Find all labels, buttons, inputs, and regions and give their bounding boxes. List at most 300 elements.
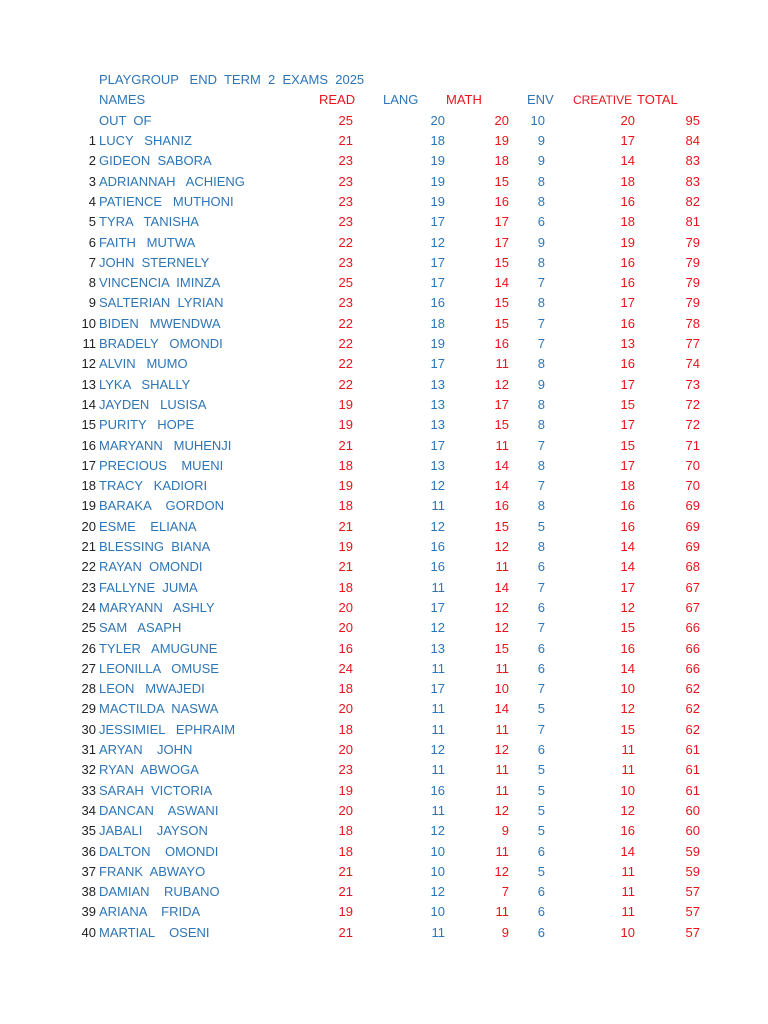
out-of-read: 25 (338, 113, 353, 128)
score-read: 21 (338, 559, 353, 575)
student-name: RYAN ABWOGA (99, 762, 199, 778)
score-lang: 16 (430, 782, 445, 798)
header-lang: LANG (383, 92, 419, 107)
score-lang: 13 (430, 417, 445, 433)
score-creative: 14 (620, 539, 635, 554)
score-read: 23 (338, 762, 353, 778)
student-number: 11 (82, 336, 96, 351)
score-lang: 11 (431, 701, 445, 717)
student-number: 38 (81, 884, 96, 900)
header-names: NAMES (99, 92, 146, 107)
score-env: 6 (537, 640, 545, 656)
score-read: 20 (338, 802, 353, 818)
student-name: MARYANN ASHLY (99, 599, 215, 615)
score-lang: 12 (430, 518, 445, 534)
student-number: 22 (81, 559, 96, 575)
score-math: 11 (495, 904, 509, 920)
score-creative: 17 (620, 376, 635, 392)
table-row (0, 639, 768, 659)
score-read: 18 (338, 823, 353, 839)
score-creative: 17 (620, 295, 635, 311)
student-number: 17 (81, 457, 96, 473)
score-creative: 11 (621, 742, 635, 757)
score-read: 20 (338, 599, 353, 615)
score-read: 23 (338, 173, 353, 189)
student-name: FRANK ABWAYO (99, 863, 206, 879)
student-name: MARYANN MUHENJI (99, 437, 232, 453)
score-math: 11 (495, 559, 509, 575)
student-name: JAYDEN LUSISA (99, 396, 207, 412)
table-row (0, 740, 768, 760)
score-math: 12 (494, 863, 509, 879)
score-total: 57 (685, 884, 700, 900)
table-row (0, 395, 768, 415)
sheet-title: PLAYGROUP END TERM 2 EXAMS 2025 (99, 72, 365, 87)
score-read: 24 (338, 660, 353, 676)
out-of-label: OUT OF (99, 113, 152, 128)
score-lang: 12 (430, 823, 445, 839)
score-math: 11 (495, 762, 509, 778)
score-math: 16 (494, 498, 509, 514)
score-env: 7 (537, 579, 545, 595)
score-total: 60 (685, 823, 700, 839)
student-name: RAYAN OMONDI (99, 559, 203, 575)
score-env: 9 (537, 376, 545, 392)
score-read: 22 (338, 315, 353, 331)
student-name: MACTILDA NASWA (99, 701, 219, 717)
score-env: 6 (537, 559, 545, 575)
score-math: 14 (494, 457, 509, 473)
score-total: 73 (685, 376, 700, 392)
score-total: 57 (685, 924, 700, 940)
score-creative: 11 (621, 863, 635, 879)
score-read: 21 (338, 518, 353, 534)
out-of-total: 95 (685, 113, 700, 128)
score-env: 5 (537, 762, 545, 778)
table-row (0, 578, 768, 598)
score-env: 8 (537, 539, 545, 554)
score-read: 18 (338, 579, 353, 595)
score-math: 15 (494, 295, 509, 311)
score-math: 17 (494, 214, 509, 230)
score-env: 7 (537, 336, 545, 351)
table-row (0, 537, 768, 557)
score-creative: 12 (620, 599, 635, 615)
score-env: 6 (537, 742, 545, 757)
student-name: ADRIANNAH ACHIENG (99, 173, 245, 189)
score-read: 22 (338, 234, 353, 250)
out-of-row (0, 111, 768, 131)
student-number: 29 (81, 701, 96, 717)
score-math: 12 (494, 742, 509, 757)
score-creative: 16 (620, 518, 635, 534)
score-env: 6 (537, 214, 545, 230)
score-read: 21 (338, 863, 353, 879)
score-env: 8 (537, 498, 545, 514)
score-lang: 11 (431, 762, 445, 778)
score-lang: 13 (430, 457, 445, 473)
score-total: 70 (685, 478, 700, 494)
header-row (0, 90, 768, 110)
score-math: 16 (494, 336, 509, 351)
score-creative: 15 (620, 721, 635, 737)
score-creative: 16 (620, 823, 635, 839)
table-row (0, 842, 768, 862)
score-env: 8 (537, 173, 545, 189)
score-env: 6 (537, 660, 545, 676)
student-number: 3 (88, 173, 96, 189)
score-lang: 13 (430, 640, 445, 656)
table-row (0, 781, 768, 801)
student-name: SAM ASAPH (99, 620, 182, 636)
score-env: 7 (537, 620, 545, 636)
score-math: 11 (495, 721, 509, 737)
student-number: 40 (81, 924, 96, 940)
score-math: 11 (495, 843, 509, 859)
student-name: MARTIAL OSENI (99, 924, 210, 940)
student-number: 19 (81, 498, 96, 514)
score-total: 57 (685, 904, 700, 920)
score-lang: 17 (430, 275, 445, 291)
student-number: 26 (81, 640, 96, 656)
score-creative: 17 (620, 417, 635, 433)
student-number: 24 (81, 599, 96, 615)
student-number: 32 (81, 762, 96, 778)
score-lang: 10 (430, 904, 445, 920)
table-row (0, 679, 768, 699)
score-math: 15 (494, 518, 509, 534)
score-creative: 16 (620, 640, 635, 656)
score-math: 14 (494, 478, 509, 494)
score-math: 15 (494, 417, 509, 433)
student-number: 16 (81, 437, 96, 453)
student-number: 34 (81, 802, 96, 818)
score-env: 8 (537, 457, 545, 473)
student-number: 4 (88, 193, 96, 209)
score-math: 15 (494, 315, 509, 331)
score-lang: 17 (430, 599, 445, 615)
score-lang: 11 (431, 721, 445, 737)
score-read: 23 (338, 153, 353, 169)
score-read: 23 (338, 193, 353, 209)
score-math: 15 (494, 640, 509, 656)
student-number: 8 (88, 275, 96, 291)
score-lang: 13 (430, 396, 445, 412)
score-math: 14 (494, 579, 509, 595)
student-number: 13 (81, 376, 96, 392)
score-math: 16 (494, 193, 509, 209)
score-read: 20 (338, 620, 353, 636)
score-total: 59 (685, 843, 700, 859)
table-row (0, 334, 768, 354)
score-math: 7 (501, 884, 509, 900)
score-env: 7 (537, 721, 545, 737)
score-env: 5 (537, 802, 545, 818)
student-number: 30 (81, 721, 96, 737)
score-creative: 15 (620, 620, 635, 636)
score-read: 18 (338, 843, 353, 859)
score-read: 16 (338, 640, 353, 656)
student-number: 31 (81, 742, 96, 757)
score-read: 22 (338, 336, 353, 351)
score-total: 66 (685, 640, 700, 656)
score-env: 7 (537, 275, 545, 291)
student-name: SARAH VICTORIA (99, 782, 213, 798)
student-name: LEON MWAJEDI (99, 681, 205, 697)
student-name: TRACY KADIORI (99, 478, 208, 494)
table-row (0, 293, 768, 313)
score-env: 6 (537, 904, 545, 920)
score-read: 20 (338, 742, 353, 757)
score-total: 79 (685, 254, 700, 270)
score-read: 23 (338, 295, 353, 311)
score-math: 18 (494, 153, 509, 169)
score-env: 5 (537, 701, 545, 717)
student-number: 35 (81, 823, 96, 839)
student-name: ARIANA FRIDA (99, 904, 201, 920)
student-name: LEONILLA OMUSE (99, 660, 219, 676)
score-math: 10 (494, 681, 509, 697)
table-row (0, 557, 768, 577)
score-env: 9 (537, 133, 545, 148)
score-total: 61 (685, 762, 700, 778)
student-number: 36 (81, 843, 96, 859)
student-name: DANCAN ASWANI (99, 802, 219, 818)
score-creative: 14 (620, 559, 635, 575)
score-read: 19 (338, 396, 353, 412)
score-total: 82 (685, 193, 700, 209)
score-math: 17 (494, 234, 509, 250)
header-math: MATH (446, 92, 482, 107)
score-creative: 16 (620, 498, 635, 514)
score-env: 8 (537, 295, 545, 311)
score-read: 19 (338, 417, 353, 433)
score-total: 79 (685, 275, 700, 291)
table-row (0, 659, 768, 679)
student-name: TYLER AMUGUNE (99, 640, 218, 656)
score-lang: 12 (430, 884, 445, 900)
score-env: 8 (537, 254, 545, 270)
score-lang: 17 (430, 437, 445, 453)
score-lang: 18 (430, 315, 445, 331)
out-of-creative: 20 (620, 113, 635, 128)
table-row (0, 882, 768, 902)
score-math: 11 (495, 782, 509, 798)
score-read: 23 (338, 254, 353, 270)
student-name: BIDEN MWENDWA (99, 315, 221, 331)
score-math: 12 (494, 620, 509, 636)
score-total: 81 (685, 214, 700, 230)
score-read: 21 (338, 884, 353, 900)
score-total: 69 (685, 539, 700, 554)
score-lang: 11 (431, 924, 445, 940)
score-env: 8 (537, 356, 545, 372)
score-lang: 16 (430, 559, 445, 575)
score-lang: 11 (431, 802, 445, 818)
score-lang: 11 (431, 579, 445, 595)
score-math: 12 (494, 599, 509, 615)
table-row (0, 172, 768, 192)
score-creative: 10 (620, 681, 635, 697)
score-creative: 17 (620, 457, 635, 473)
score-math: 19 (494, 133, 509, 148)
score-lang: 10 (430, 843, 445, 859)
student-number: 15 (81, 417, 96, 433)
score-env: 7 (537, 681, 545, 697)
score-env: 9 (537, 153, 545, 169)
score-creative: 15 (620, 396, 635, 412)
student-name: PRECIOUS MUENI (99, 457, 224, 473)
score-lang: 17 (430, 214, 445, 230)
table-row (0, 233, 768, 253)
student-name: BARAKA GORDON (99, 498, 224, 514)
score-total: 61 (685, 742, 700, 757)
table-row (0, 273, 768, 293)
score-math: 17 (494, 396, 509, 412)
student-number: 1 (88, 133, 96, 148)
student-name: FALLYNE JUMA (99, 579, 198, 595)
student-number: 18 (81, 478, 96, 494)
table-row (0, 192, 768, 212)
score-total: 78 (685, 315, 700, 331)
score-math: 11 (495, 356, 509, 372)
score-lang: 19 (430, 336, 445, 351)
student-number: 25 (81, 620, 96, 636)
score-creative: 11 (621, 762, 635, 778)
student-name: TYRA TANISHA (99, 214, 199, 230)
table-row (0, 801, 768, 821)
score-total: 62 (685, 681, 700, 697)
score-lang: 12 (430, 742, 445, 757)
table-row (0, 862, 768, 882)
student-name: JABALI JAYSON (99, 823, 208, 839)
score-total: 68 (685, 559, 700, 575)
score-read: 21 (338, 437, 353, 453)
student-number: 2 (88, 153, 96, 169)
student-name: LYKA SHALLY (99, 376, 191, 392)
score-lang: 18 (430, 133, 445, 148)
score-total: 67 (685, 599, 700, 615)
score-total: 62 (685, 701, 700, 717)
score-creative: 17 (620, 133, 635, 148)
score-env: 6 (537, 884, 545, 900)
score-total: 69 (685, 518, 700, 534)
out-of-math: 20 (494, 113, 509, 128)
score-creative: 11 (621, 884, 635, 900)
score-env: 6 (537, 843, 545, 859)
student-number: 33 (81, 782, 96, 798)
score-creative: 14 (620, 660, 635, 676)
student-number: 27 (81, 660, 96, 676)
score-read: 25 (338, 275, 353, 291)
score-total: 66 (685, 660, 700, 676)
score-lang: 16 (430, 539, 445, 554)
score-env: 7 (537, 315, 545, 331)
score-total: 60 (685, 802, 700, 818)
score-read: 18 (338, 457, 353, 473)
score-env: 7 (537, 437, 545, 453)
score-creative: 18 (620, 214, 635, 230)
table-row (0, 415, 768, 435)
table-row (0, 902, 768, 922)
header-total: TOTAL (637, 92, 678, 107)
table-row (0, 314, 768, 334)
score-total: 84 (685, 133, 700, 148)
table-row (0, 456, 768, 476)
score-read: 19 (338, 782, 353, 798)
score-creative: 10 (620, 924, 635, 940)
student-number: 21 (81, 539, 96, 554)
score-lang: 13 (430, 376, 445, 392)
score-math: 9 (501, 823, 509, 839)
score-total: 72 (685, 417, 700, 433)
table-row (0, 476, 768, 496)
student-number: 20 (81, 518, 96, 534)
score-lang: 10 (430, 863, 445, 879)
score-read: 21 (338, 924, 353, 940)
score-read: 18 (338, 721, 353, 737)
score-lang: 17 (430, 356, 445, 372)
score-lang: 12 (430, 478, 445, 494)
student-number: 10 (81, 315, 96, 331)
student-number: 14 (81, 396, 96, 412)
score-env: 8 (537, 193, 545, 209)
score-total: 59 (685, 863, 700, 879)
out-of-lang: 20 (430, 113, 445, 128)
score-math: 12 (494, 376, 509, 392)
student-name: SALTERIAN LYRIAN (99, 295, 224, 311)
table-row (0, 131, 768, 151)
score-env: 9 (537, 234, 545, 250)
score-creative: 12 (620, 802, 635, 818)
table-row (0, 354, 768, 374)
student-name: DAMIAN RUBANO (99, 884, 220, 900)
score-total: 61 (685, 782, 700, 798)
score-lang: 17 (430, 681, 445, 697)
student-number: 23 (81, 579, 96, 595)
student-number: 12 (81, 356, 96, 372)
score-creative: 17 (620, 579, 635, 595)
table-row (0, 598, 768, 618)
table-row (0, 821, 768, 841)
score-read: 22 (338, 356, 353, 372)
out-of-env: 10 (530, 113, 545, 128)
score-lang: 12 (430, 234, 445, 250)
score-total: 77 (685, 336, 700, 351)
table-row (0, 720, 768, 740)
student-name: BLESSING BIANA (99, 539, 211, 554)
score-math: 11 (495, 660, 509, 676)
score-read: 21 (338, 133, 353, 148)
score-math: 14 (494, 275, 509, 291)
score-total: 69 (685, 498, 700, 514)
score-read: 18 (338, 498, 353, 514)
score-read: 19 (338, 478, 353, 494)
score-lang: 11 (431, 498, 445, 514)
student-name: ARYAN JOHN (99, 742, 193, 757)
score-env: 6 (537, 924, 545, 940)
student-name: FAITH MUTWA (99, 234, 196, 250)
student-number: 5 (88, 214, 96, 230)
student-number: 7 (88, 254, 96, 270)
score-total: 72 (685, 396, 700, 412)
table-row (0, 253, 768, 273)
student-number: 28 (81, 681, 96, 697)
score-math: 14 (494, 701, 509, 717)
score-lang: 17 (430, 254, 445, 270)
score-math: 12 (494, 539, 509, 554)
student-name: ALVIN MUMO (99, 356, 188, 372)
